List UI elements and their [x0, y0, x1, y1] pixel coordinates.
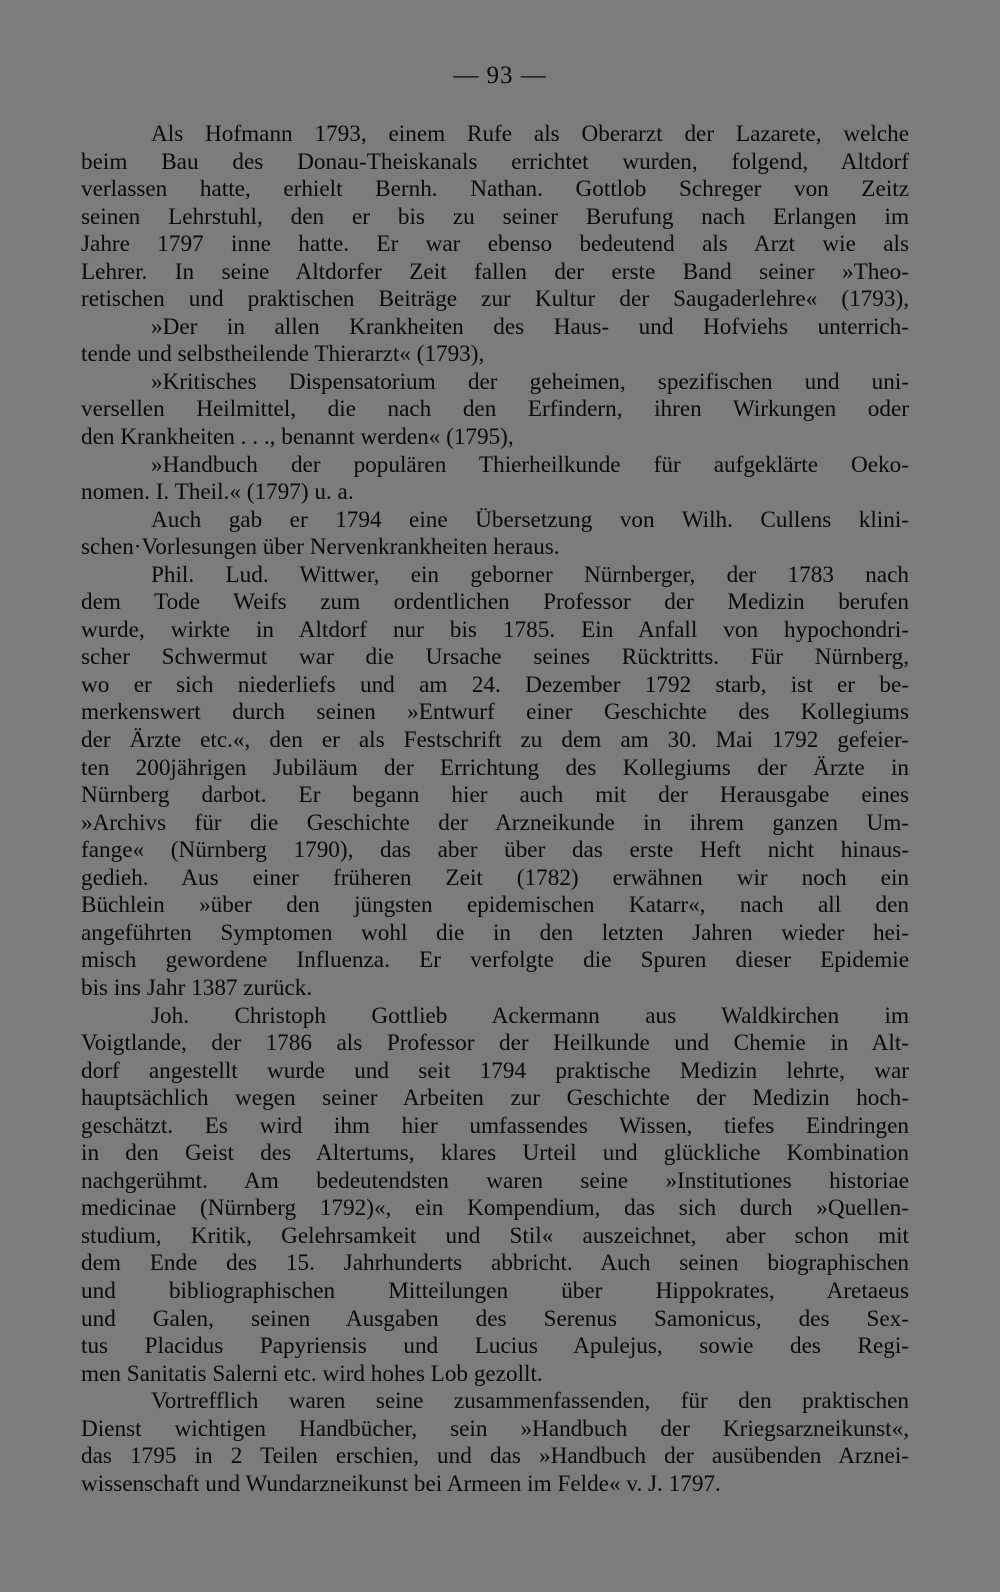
text-line: misch gewordene Influenza. Er verfolgte die Spuren dieser Epidemie — [81, 947, 909, 974]
text-line: tende und selbstheilende Thierarzt« (1793), — [81, 341, 485, 368]
text-line: retischen und praktischen Beiträge zur Kultur der Saugaderlehre« (1793), — [81, 286, 909, 313]
text-line: das 1795 in 2 Teilen erschien, und das »Handbuch der ausübenden Arznei- — [81, 1443, 909, 1470]
text-line: Joh. Christoph Gottlieb Ackermann aus Waldkirchen im — [151, 1002, 909, 1029]
text-line: Voigtlande, der 1786 als Professor der Heilkunde und Chemie in Alt- — [81, 1030, 909, 1057]
text-line: medicinae (Nürnberg 1792)«, ein Kompendium, das sich durch »Quellen- — [81, 1195, 909, 1222]
text-line: wurde, wirkte in Altdorf nur bis 1785. Ein Anfall von hypochondri- — [81, 616, 909, 643]
text-line: »Kritisches Dispensatorium der geheimen, spezifischen und uni- — [151, 368, 909, 395]
text-line: studium, Kritik, Gelehrsamkeit und Stil« auszeichnet, aber schon mit — [81, 1222, 909, 1249]
text-line: Dienst wichtigen Handbücher, sein »Handbuch der Kriegsarzneikunst«, — [81, 1415, 909, 1442]
text-line: Nürnberg darbot. Er begann hier auch mit der Herausgabe eines — [81, 782, 909, 809]
text-line: seinen Lehrstuhl, den er bis zu seiner Berufung nach Erlangen im — [81, 203, 909, 230]
text-line: der Ärzte etc.«, den er als Festschrift zu dem am 30. Mai 1792 gefeier- — [81, 727, 909, 754]
text-line: Auch gab er 1794 eine Übersetzung von Wilh. Cullens klini- — [151, 506, 909, 533]
text-line: Büchlein »über den jüngsten epidemischen Katarr«, nach all den — [81, 892, 909, 919]
text-line: Phil. Lud. Wittwer, ein geborner Nürnberger, der 1783 nach — [151, 561, 909, 588]
text-line: gedieh. Aus einer früheren Zeit (1782) erwähnen wir noch ein — [81, 864, 909, 891]
text-line: und bibliographischen Mitteilungen über Hippokrates, Aretaeus — [81, 1277, 909, 1304]
text-line: nachgerühmt. Am bedeutendsten waren seine »Institutiones historiae — [81, 1167, 909, 1194]
text-line: wissenschaft und Wundarzneikunst bei Armeen im Felde« v. J. 1797. — [81, 1470, 721, 1497]
text-line: »Archivs für die Geschichte der Arzneikunde in ihrem ganzen Um- — [81, 809, 909, 836]
text-line: Lehrer. In seine Altdorfer Zeit fallen der erste Band seiner »Theo- — [81, 258, 909, 285]
text-line: »Handbuch der populären Thierheilkunde für aufgeklärte Oeko- — [151, 451, 909, 478]
text-line: geschätzt. Es wird ihm hier umfassendes Wissen, tiefes Eindringen — [81, 1112, 909, 1139]
text-line: Vortrefflich waren seine zusammenfassenden, für den praktischen — [151, 1388, 909, 1415]
text-line: wo er sich niederliefs und am 24. Dezember 1792 starb, ist er be- — [81, 671, 909, 698]
text-line: Jahre 1797 inne hatte. Er war ebenso bedeutend als Arzt wie als — [81, 231, 909, 258]
text-line: den Krankheiten . . ., benannt werden« (1795), — [81, 424, 514, 451]
text-line: schen·Vorlesungen über Nervenkrankheiten heraus. — [81, 534, 560, 561]
text-line: scher Schwermut war die Ursache seines Rücktritts. Für Nürnberg, — [81, 644, 909, 671]
text-line: Als Hofmann 1793, einem Rufe als Oberarzt der Lazarete, welche — [151, 121, 909, 147]
text-line: hauptsächlich wegen seiner Arbeiten zur Geschichte der Medizin hoch- — [81, 1085, 909, 1112]
text-line: bis ins Jahr 1387 zurück. — [81, 974, 313, 1001]
text-line: dorf angestellt wurde und seit 1794 praktische Medizin lehrte, war — [81, 1057, 909, 1084]
body-text — [81, 121, 909, 1498]
text-line: und Galen, seinen Ausgaben des Serenus Samonicus, des Sex- — [81, 1305, 909, 1332]
text-line: verlassen hatte, erhielt Bernh. Nathan. Gottlob Schreger von Zeitz — [81, 176, 909, 203]
text-line: dem Ende des 15. Jahrhunderts abbricht. Auch seinen biographischen — [81, 1250, 909, 1277]
text-line: angeführten Symptomen wohl die in den letzten Jahren wieder hei- — [81, 919, 909, 946]
text-line: men Sanitatis Salerni etc. wird hohes Lob gezollt. — [81, 1360, 543, 1387]
page-number: — 93 — — [453, 62, 547, 89]
text-line: dem Tode Weifs zum ordentlichen Professor der Medizin berufen — [81, 589, 909, 616]
text-line: in den Geist des Altertums, klares Urteil und glückliche Kombination — [81, 1140, 909, 1167]
text-line: merkenswert durch seinen »Entwurf einer Geschichte des Kollegiums — [81, 699, 909, 726]
text-line: versellen Heilmittel, die nach den Erfindern, ihren Wirkungen oder — [81, 396, 909, 423]
text-line: tus Placidus Papyriensis und Lucius Apulejus, sowie des Regi- — [81, 1333, 909, 1360]
text-line: ten 200jährigen Jubiläum der Errichtung des Kollegiums der Ärzte in — [81, 754, 909, 781]
text-line: beim Bau des Donau-Theiskanals errichtet wurden, folgend, Altdorf — [81, 148, 909, 175]
text-line: »Der in allen Krankheiten des Haus- und Hofviehs unterrich- — [151, 313, 909, 340]
text-line: nomen. I. Theil.« (1797) u. a. — [81, 479, 354, 506]
text-line: fange« (Nürnberg 1790), das aber über das erste Heft nicht hinaus- — [81, 837, 909, 864]
